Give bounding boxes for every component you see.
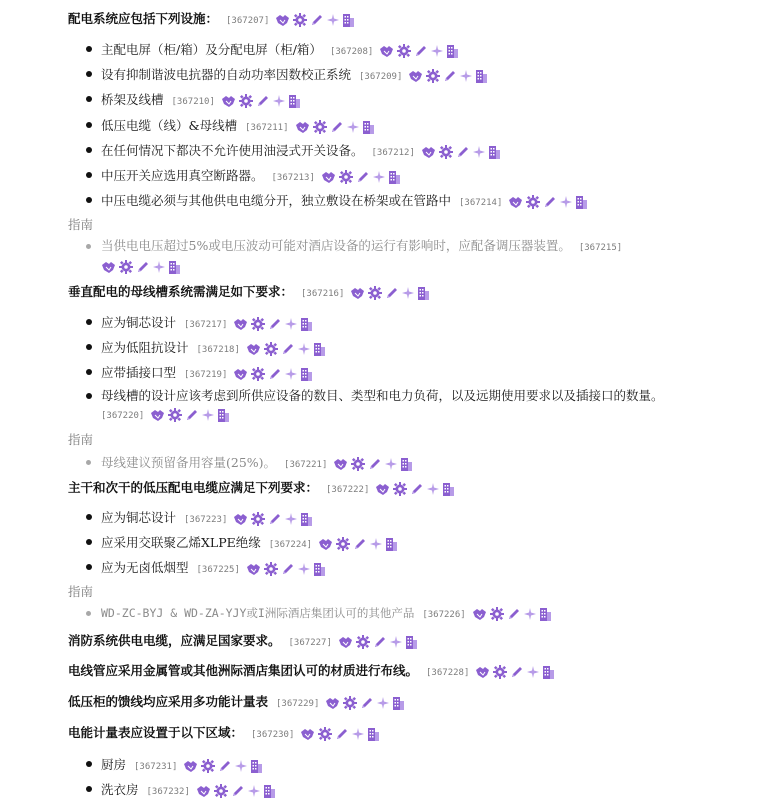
- sparkle-icon[interactable]: [347, 121, 359, 133]
- gear-icon[interactable]: [201, 759, 215, 773]
- item-text: 中压电缆必须与其他供电电缆分开，独立敷设在桥架或在管路中: [101, 193, 452, 208]
- handshake-icon[interactable]: [246, 563, 261, 576]
- handshake-icon[interactable]: [318, 538, 333, 551]
- section-heading: [68, 9, 760, 27]
- handshake-icon[interactable]: [333, 458, 348, 471]
- pencil-icon[interactable]: [373, 635, 387, 649]
- pencil-icon[interactable]: [414, 44, 428, 58]
- guide-text: WD-ZC-BYJ & WD-ZA-YJY或I洲际酒店集团认可的其他产品: [101, 606, 415, 620]
- clause-code: [367232]: [146, 787, 190, 797]
- action-icons: [475, 664, 558, 680]
- item-text: 应为铜芯设计: [101, 315, 177, 330]
- heading-text: 垂直配电的母线槽系统需满足如下要求：: [68, 284, 294, 299]
- action-icons: [375, 481, 458, 497]
- handshake-icon[interactable]: [233, 318, 248, 331]
- pencil-icon[interactable]: [385, 286, 399, 300]
- item-text: 中压开关应选用真空断路器。: [101, 168, 264, 183]
- pencil-icon[interactable]: [310, 13, 324, 27]
- action-icons: [233, 316, 316, 332]
- handshake-icon[interactable]: [221, 95, 236, 108]
- pencil-icon[interactable]: [510, 665, 524, 679]
- clause-code: [367220]: [101, 411, 145, 421]
- list-item: [86, 780, 760, 798]
- gear-icon[interactable]: [356, 635, 370, 649]
- clause-code: [367217]: [184, 320, 228, 330]
- item-text: 厨房: [101, 757, 127, 772]
- clause-code: [367228]: [426, 668, 470, 678]
- clause-code: [367218]: [196, 345, 240, 355]
- pencil-icon[interactable]: [185, 408, 199, 422]
- guide-item: [86, 605, 760, 621]
- handshake-icon[interactable]: [183, 760, 198, 773]
- building-icon[interactable]: [263, 784, 276, 798]
- action-icons: [421, 144, 504, 160]
- pencil-icon[interactable]: [410, 482, 424, 496]
- item-text: 设有抑制谐波电抗器的自动功率因数校正系统: [101, 67, 352, 82]
- clause-code: [367211]: [245, 123, 289, 133]
- action-icons: [233, 511, 316, 527]
- gear-icon[interactable]: [264, 562, 278, 576]
- building-icon[interactable]: [475, 69, 488, 83]
- gear-icon[interactable]: [318, 727, 332, 741]
- clause-code: [367215]: [578, 243, 623, 253]
- clause-code: [367214]: [459, 198, 503, 208]
- list-item: [86, 40, 760, 58]
- action-icons: [350, 285, 433, 301]
- sparkle-icon[interactable]: [285, 368, 297, 380]
- building-icon[interactable]: [300, 317, 313, 331]
- sparkle-icon[interactable]: [285, 513, 297, 525]
- handshake-icon[interactable]: [325, 697, 340, 710]
- handshake-icon[interactable]: [300, 728, 315, 741]
- gear-icon[interactable]: [251, 512, 265, 526]
- pencil-icon[interactable]: [281, 562, 295, 576]
- handshake-icon[interactable]: [350, 287, 365, 300]
- handshake-icon[interactable]: [321, 171, 336, 184]
- sparkle-icon[interactable]: [402, 287, 414, 299]
- building-icon[interactable]: [217, 408, 230, 422]
- handshake-icon[interactable]: [375, 483, 390, 496]
- section-heading: [68, 631, 760, 649]
- guide-text: 当供电电压超过5%或电压波动可能对酒店设备的运行有影响时，应配备调压器装置。: [101, 238, 571, 253]
- gear-icon[interactable]: [526, 195, 540, 209]
- gear-icon[interactable]: [214, 784, 228, 798]
- clause-code: [367216]: [301, 289, 345, 299]
- item-text: 母线槽的设计应该考虑到所供应设备的数目、类型和电力负荷，以及远期使用要求以及插接口的数量。: [101, 388, 664, 403]
- pencil-icon[interactable]: [136, 260, 150, 274]
- building-icon[interactable]: [575, 195, 588, 209]
- handshake-icon[interactable]: [233, 368, 248, 381]
- building-icon[interactable]: [400, 457, 413, 471]
- action-icons: [338, 634, 421, 650]
- action-icons: [379, 43, 462, 59]
- section-heading: [68, 478, 760, 496]
- action-icons: [321, 169, 404, 185]
- handshake-icon[interactable]: [101, 261, 116, 274]
- clause-code: [367219]: [184, 370, 228, 380]
- list-item: [86, 90, 760, 108]
- gear-icon[interactable]: [119, 260, 133, 274]
- gear-icon[interactable]: [339, 170, 353, 184]
- heading-text: 电线管应采用金属管或其他洲际酒店集团认可的材质进行布线。: [68, 663, 419, 678]
- building-icon[interactable]: [442, 482, 455, 496]
- item-text: 洗衣房: [101, 782, 139, 797]
- sparkle-icon[interactable]: [473, 146, 485, 158]
- gear-icon[interactable]: [251, 317, 265, 331]
- bullet: [86, 611, 91, 616]
- sparkle-icon[interactable]: [385, 458, 397, 470]
- sparkle-icon[interactable]: [390, 636, 402, 648]
- heading-text: 低压柜的馈线均应采用多功能计量表: [68, 694, 269, 709]
- clause-code: [367210]: [171, 97, 215, 107]
- item-text: 应为铜芯设计: [101, 510, 177, 525]
- gear-icon[interactable]: [313, 120, 327, 134]
- building-icon[interactable]: [300, 512, 313, 526]
- pencil-icon[interactable]: [456, 145, 470, 159]
- list-item: [86, 338, 760, 356]
- clause-code: [367223]: [184, 515, 228, 525]
- handshake-icon[interactable]: [472, 608, 487, 621]
- gear-icon[interactable]: [251, 367, 265, 381]
- sparkle-icon[interactable]: [431, 45, 443, 57]
- building-icon[interactable]: [542, 665, 555, 679]
- item-text: 主配电屏（柜/箱）及分配电屏（柜/箱）: [101, 42, 322, 57]
- building-icon[interactable]: [405, 635, 418, 649]
- gear-icon[interactable]: [336, 537, 350, 551]
- sparkle-icon[interactable]: [524, 608, 536, 620]
- pencil-icon[interactable]: [256, 94, 270, 108]
- clause-code: [367207]: [226, 16, 270, 26]
- item-text: 应为低阻抗设计: [101, 340, 189, 355]
- handshake-icon[interactable]: [508, 196, 523, 209]
- guide-label: 指南: [68, 584, 94, 599]
- sparkle-icon[interactable]: [460, 70, 472, 82]
- building-icon[interactable]: [342, 13, 355, 27]
- building-icon[interactable]: [388, 170, 401, 184]
- handshake-icon[interactable]: [246, 343, 261, 356]
- action-icons: [233, 366, 316, 382]
- gear-icon[interactable]: [426, 69, 440, 83]
- action-icons: [101, 258, 184, 276]
- handshake-icon[interactable]: [196, 785, 211, 798]
- building-icon[interactable]: [300, 367, 313, 381]
- guide-label: 指南: [68, 217, 94, 232]
- item-text: 桥架及线槽: [101, 92, 164, 107]
- building-icon[interactable]: [446, 44, 459, 58]
- heading-text: 主干和次干的低压配电电缆应满足下列要求：: [68, 480, 319, 495]
- sparkle-icon[interactable]: [273, 95, 285, 107]
- action-icons: [508, 194, 591, 210]
- item-text: 应为无卤低烟型: [101, 560, 189, 575]
- list-item: [86, 141, 760, 159]
- action-icons: [275, 12, 358, 28]
- clause-code: [367225]: [196, 565, 240, 575]
- gear-icon[interactable]: [490, 607, 504, 621]
- building-icon[interactable]: [367, 727, 380, 741]
- bullet: [86, 393, 92, 399]
- list-item: [86, 755, 760, 773]
- item-text: 在任何情况下都决不允许使用油浸式开关设备。: [101, 143, 364, 158]
- pencil-icon[interactable]: [268, 367, 282, 381]
- pencil-icon[interactable]: [356, 170, 370, 184]
- action-icons: [318, 536, 401, 552]
- gear-icon[interactable]: [393, 482, 407, 496]
- pencil-icon[interactable]: [443, 69, 457, 83]
- heading-text: 消防系统供电电缆，应满足国家要求。: [68, 633, 281, 648]
- handshake-icon[interactable]: [475, 666, 490, 679]
- gear-icon[interactable]: [439, 145, 453, 159]
- building-icon[interactable]: [539, 607, 552, 621]
- sparkle-icon[interactable]: [560, 196, 572, 208]
- building-icon[interactable]: [168, 260, 181, 274]
- section-heading: [68, 661, 760, 679]
- handshake-icon[interactable]: [338, 636, 353, 649]
- guide-text-wrap: [86, 237, 701, 276]
- sparkle-icon[interactable]: [373, 171, 385, 183]
- gear-icon[interactable]: [168, 408, 182, 422]
- pencil-icon[interactable]: [368, 457, 382, 471]
- sparkle-icon[interactable]: [235, 760, 247, 772]
- action-icons: [295, 119, 378, 135]
- guide-text: 母线建议预留备用容量(25%)。: [101, 455, 277, 470]
- building-icon[interactable]: [313, 562, 326, 576]
- action-icons: [300, 726, 383, 742]
- handshake-icon[interactable]: [379, 45, 394, 58]
- bullet: [86, 460, 91, 465]
- clause-code: [367221]: [284, 460, 328, 470]
- pencil-icon[interactable]: [268, 317, 282, 331]
- handshake-icon[interactable]: [421, 146, 436, 159]
- item-text: 应采用交联聚乙烯XLPE绝缘: [101, 535, 261, 550]
- pencil-icon[interactable]: [335, 727, 349, 741]
- action-icons: [183, 758, 266, 774]
- list-item: [86, 191, 760, 209]
- action-icons: [221, 93, 304, 109]
- list-item: [86, 313, 760, 331]
- item-text: 应带插接口型: [101, 365, 177, 380]
- handshake-icon[interactable]: [295, 121, 310, 134]
- sparkle-icon[interactable]: [285, 318, 297, 330]
- handshake-icon[interactable]: [408, 70, 423, 83]
- building-icon[interactable]: [488, 145, 501, 159]
- gear-icon[interactable]: [343, 696, 357, 710]
- sparkle-icon[interactable]: [527, 666, 539, 678]
- list-item: [86, 116, 760, 134]
- pencil-icon[interactable]: [353, 537, 367, 551]
- gear-icon[interactable]: [293, 13, 307, 27]
- sparkle-icon[interactable]: [298, 563, 310, 575]
- building-icon[interactable]: [313, 342, 326, 356]
- guide-label: 指南: [68, 432, 94, 447]
- clause-code: [367209]: [359, 72, 403, 82]
- clause-code: [367208]: [329, 47, 374, 57]
- building-icon[interactable]: [362, 120, 375, 134]
- building-icon[interactable]: [288, 94, 301, 108]
- sparkle-icon[interactable]: [298, 343, 310, 355]
- pencil-icon[interactable]: [543, 195, 557, 209]
- pencil-icon[interactable]: [218, 759, 232, 773]
- building-icon[interactable]: [250, 759, 263, 773]
- sparkle-icon[interactable]: [377, 697, 389, 709]
- action-icons: [408, 68, 491, 84]
- gear-icon[interactable]: [397, 44, 411, 58]
- bullet: [86, 244, 91, 249]
- sparkle-icon[interactable]: [153, 261, 165, 273]
- clause-code: [367229]: [276, 699, 320, 709]
- clause-code: [367230]: [251, 730, 295, 740]
- pencil-icon[interactable]: [360, 696, 374, 710]
- clause-code: [367226]: [422, 610, 466, 620]
- building-icon[interactable]: [392, 696, 405, 710]
- pencil-icon[interactable]: [268, 512, 282, 526]
- action-icons: [246, 341, 329, 357]
- gear-icon[interactable]: [368, 286, 382, 300]
- heading-text: 电能计量表应设置于以下区域：: [68, 725, 244, 740]
- clause-code: [367231]: [134, 762, 178, 772]
- guide-item: [86, 237, 760, 276]
- action-icons: [325, 695, 408, 711]
- handshake-icon[interactable]: [275, 14, 290, 27]
- list-item: [86, 363, 760, 381]
- pencil-icon[interactable]: [231, 784, 245, 798]
- sparkle-icon[interactable]: [370, 538, 382, 550]
- sparkle-icon[interactable]: [427, 483, 439, 495]
- handshake-icon[interactable]: [150, 409, 165, 422]
- heading-text: 配电系统应包括下列设施：: [68, 11, 219, 26]
- clause-code: [367213]: [271, 173, 315, 183]
- handshake-icon[interactable]: [233, 513, 248, 526]
- sparkle-icon[interactable]: [352, 728, 364, 740]
- list-item: [86, 166, 760, 184]
- list-item: [86, 65, 760, 83]
- sparkle-icon[interactable]: [327, 14, 339, 26]
- action-icons: [196, 783, 279, 799]
- section-heading: [68, 282, 760, 300]
- gear-icon[interactable]: [264, 342, 278, 356]
- clause-code: [367224]: [268, 540, 313, 550]
- building-icon[interactable]: [417, 286, 430, 300]
- gear-icon[interactable]: [351, 457, 365, 471]
- list-item: [86, 387, 760, 425]
- sparkle-icon[interactable]: [248, 785, 260, 797]
- gear-icon[interactable]: [493, 665, 507, 679]
- sparkle-icon[interactable]: [202, 409, 214, 421]
- building-icon[interactable]: [385, 537, 398, 551]
- action-icons: [150, 406, 233, 424]
- list-item: [86, 508, 760, 526]
- action-icons: [472, 606, 555, 622]
- clause-code: [367212]: [371, 148, 415, 158]
- item-text: 低压电缆（线）&母线槽: [101, 118, 238, 133]
- section-heading: [68, 692, 760, 710]
- clause-code: [367222]: [326, 485, 370, 495]
- pencil-icon[interactable]: [330, 120, 344, 134]
- action-icons: [333, 456, 416, 472]
- gear-icon[interactable]: [239, 94, 253, 108]
- action-icons: [246, 561, 329, 577]
- pencil-icon[interactable]: [281, 342, 295, 356]
- pencil-icon[interactable]: [507, 607, 521, 621]
- guide-item: [86, 453, 760, 471]
- list-item: [86, 533, 760, 551]
- clause-code: [367227]: [288, 638, 332, 648]
- list-item: [86, 558, 760, 576]
- item-text-wrap: [86, 387, 741, 425]
- section-heading: [68, 723, 760, 741]
